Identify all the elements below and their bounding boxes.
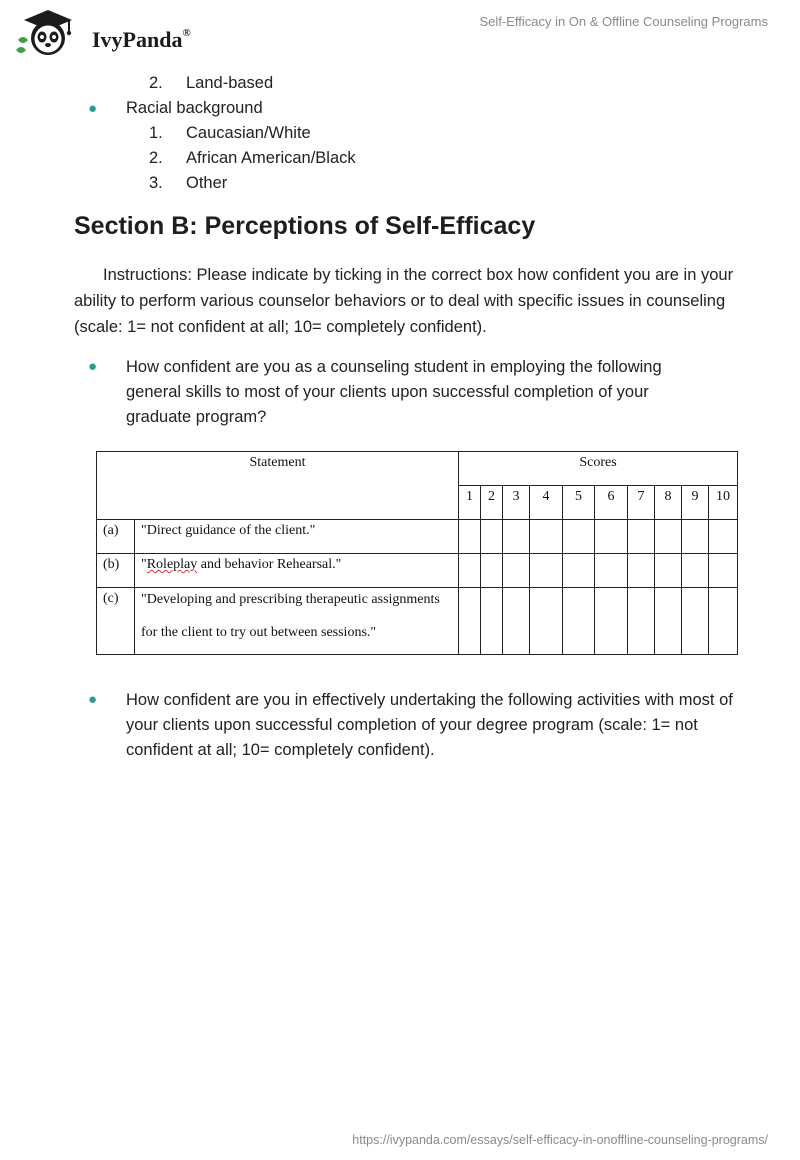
row-statement: "Roleplay and behavior Rehearsal.": [135, 554, 459, 588]
score-cell[interactable]: [481, 520, 503, 554]
row-statement: "Direct guidance of the client.": [135, 520, 459, 554]
scores-table: [96, 451, 738, 655]
row-id: (a): [97, 520, 135, 554]
score-cell[interactable]: [481, 588, 503, 655]
score-cell[interactable]: [655, 588, 682, 655]
score-cell[interactable]: [503, 554, 530, 588]
logo-wordmark: IvyPanda®: [92, 26, 191, 52]
score-cell[interactable]: [655, 554, 682, 588]
section-heading: Section B: Perceptions of Self-Efficacy: [74, 212, 536, 240]
score-cell[interactable]: [595, 588, 628, 655]
score-cell[interactable]: [563, 588, 595, 655]
table-row: [97, 520, 738, 554]
score-cell[interactable]: [563, 520, 595, 554]
score-cell[interactable]: [530, 554, 563, 588]
score-label: 1: [459, 486, 481, 520]
score-label: 8: [655, 486, 682, 520]
list-item: 3. Other: [149, 174, 228, 192]
score-cell[interactable]: [709, 520, 738, 554]
bullet-icon: ●: [88, 691, 98, 708]
score-cell[interactable]: [709, 554, 738, 588]
score-label: 5: [563, 486, 595, 520]
statement-header: Statement: [97, 452, 459, 520]
score-label: 7: [628, 486, 655, 520]
score-label: 10: [709, 486, 738, 520]
score-cell[interactable]: [595, 520, 628, 554]
score-cell[interactable]: [628, 588, 655, 655]
source-url-link[interactable]: https://ivypanda.com/essays/self-efficacy-in-onoffline-counseling-programs/: [352, 1133, 768, 1147]
score-label: 2: [481, 486, 503, 520]
score-cell[interactable]: [682, 588, 709, 655]
bullet-icon: ●: [88, 100, 98, 117]
score-label: 9: [682, 486, 709, 520]
list-item: 2. African American/Black: [149, 149, 356, 167]
list-item: 1. Caucasian/White: [149, 124, 311, 142]
score-cell[interactable]: [503, 520, 530, 554]
row-id: (b): [97, 554, 135, 588]
bullet-icon: ●: [88, 358, 98, 375]
score-cell[interactable]: [530, 588, 563, 655]
instructions-paragraph: Instructions: Please indicate by ticking in the correct box how confident you are in your ability to perform various counselor behaviors or to deal with specific issues in counseling (scale: 1= not confident at all; 10= completely confident).: [74, 266, 734, 336]
score-cell[interactable]: [459, 520, 481, 554]
scores-header: Scores: [459, 452, 738, 486]
score-cell[interactable]: [682, 520, 709, 554]
score-cell[interactable]: [628, 554, 655, 588]
racial-background-item: ● Racial background: [0, 96, 800, 121]
score-cell[interactable]: [563, 554, 595, 588]
table-row: [97, 588, 738, 655]
score-cell[interactable]: [481, 554, 503, 588]
score-cell[interactable]: [595, 554, 628, 588]
score-cell[interactable]: [709, 588, 738, 655]
row-statement: "Developing and prescribing therapeutic assignments for the client to try out between sessions.": [135, 588, 459, 655]
ivypanda-logo[interactable]: [14, 8, 204, 58]
score-cell[interactable]: [530, 520, 563, 554]
score-cell[interactable]: [682, 554, 709, 588]
score-cell[interactable]: [628, 520, 655, 554]
score-cell[interactable]: [459, 554, 481, 588]
row-id: (c): [97, 588, 135, 655]
score-label: 4: [530, 486, 563, 520]
score-cell[interactable]: [655, 520, 682, 554]
table-row: [97, 554, 738, 588]
document-title: Self-Efficacy in On & Offline Counseling Programs: [479, 14, 768, 29]
score-cell[interactable]: [459, 588, 481, 655]
score-label: 3: [503, 486, 530, 520]
score-cell[interactable]: [503, 588, 530, 655]
panda-logo-icon: [14, 8, 78, 58]
score-label: 6: [595, 486, 628, 520]
